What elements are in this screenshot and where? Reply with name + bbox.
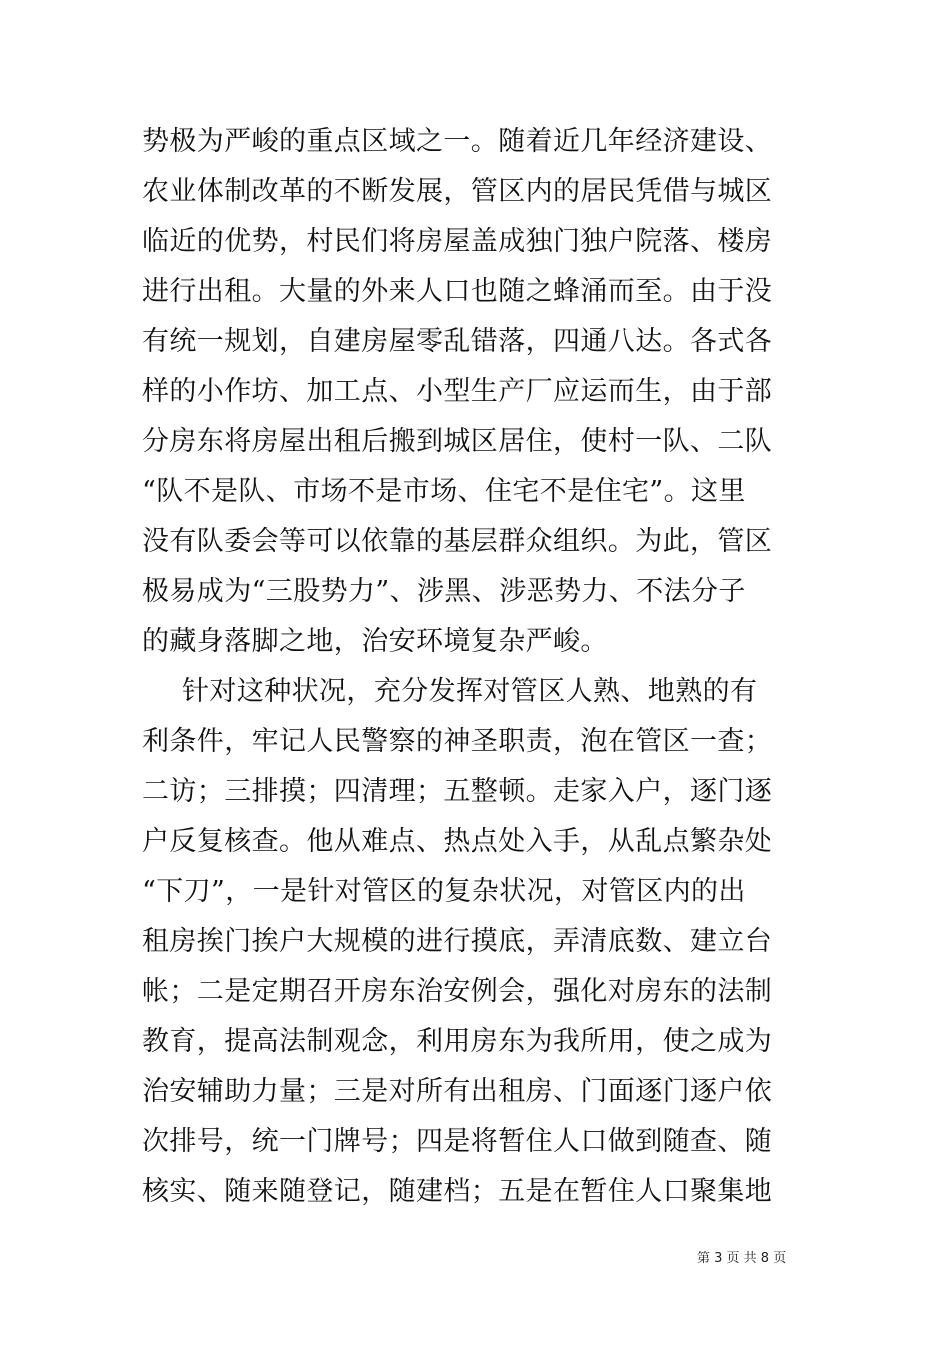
paragraph-1-line: 没有队委会等可以依靠的基层群众组织。为此，管区 — [142, 526, 773, 557]
paragraph-2-line: 租房挨门挨户大规模的进行摸底，弄清底数、建立台 — [142, 926, 773, 957]
paragraph-2-line: 教育，提高法制观念，利用房东为我所用，使之成为 — [142, 1026, 773, 1057]
paragraph-2-first-line: 针对这种状况，充分发挥对管区人熟、地熟的有 — [182, 676, 758, 707]
paragraph-1-line: 的藏身落脚之地，治安环境复杂严峻。 — [142, 626, 608, 657]
paragraph-2-line: 利条件，牢记人民警察的神圣职责，泡在管区一查； — [142, 726, 773, 757]
paragraph-2-line: “下刀”，一是针对管区的复杂状况，对管区内的出 — [142, 876, 746, 907]
paragraph-2-line: 治安辅助力量；三是对所有出租房、门面逐门逐户依 — [142, 1076, 773, 1107]
paragraph-2-line: 帐；二是定期召开房东治安例会，强化对房东的法制 — [142, 976, 773, 1007]
paragraph-1-line: 进行出租。大量的外来人口也随之蜂涌而至。由于没 — [142, 276, 773, 307]
paragraph-1-line: 样的小作坊、加工点、小型生产厂应运而生，由于部 — [142, 376, 773, 407]
paragraph-1-line: 临近的优势，村民们将房屋盖成独门独户院落、楼房 — [142, 226, 773, 257]
paragraph-1-line: 有统一规划，自建房屋零乱错落，四通八达。各式各 — [142, 326, 773, 357]
paragraph-1-line: 势极为严峻的重点区域之一。随着近几年经济建设、 — [142, 126, 773, 157]
paragraph-1-line: “队不是队、市场不是市场、住宅不是住宅”。这里 — [142, 476, 746, 507]
paragraph-1-line: 极易成为“三股势力”、涉黑、涉恶势力、不法分子 — [142, 576, 746, 607]
paragraph-2-line: 二访；三排摸；四清理；五整顿。走家入户，逐门逐 — [142, 776, 773, 807]
body-text — [142, 117, 782, 1217]
paragraph-1-line: 农业体制改革的不断发展，管区内的居民凭借与城区 — [142, 176, 773, 207]
paragraph-2-line: 户反复核查。他从难点、热点处入手，从乱点繁杂处 — [142, 826, 773, 857]
paragraph-1-line: 分房东将房屋出租后搬到城区居住，使村一队、二队 — [142, 426, 773, 457]
page-number-footer: 第 3 页 共 8 页 — [697, 1251, 787, 1266]
paragraph-2-line: 核实、随来随登记，随建档；五是在暂住人口聚集地 — [142, 1176, 773, 1207]
paragraph-2-line: 次排号，统一门牌号；四是将暂住人口做到随查、随 — [142, 1126, 773, 1157]
